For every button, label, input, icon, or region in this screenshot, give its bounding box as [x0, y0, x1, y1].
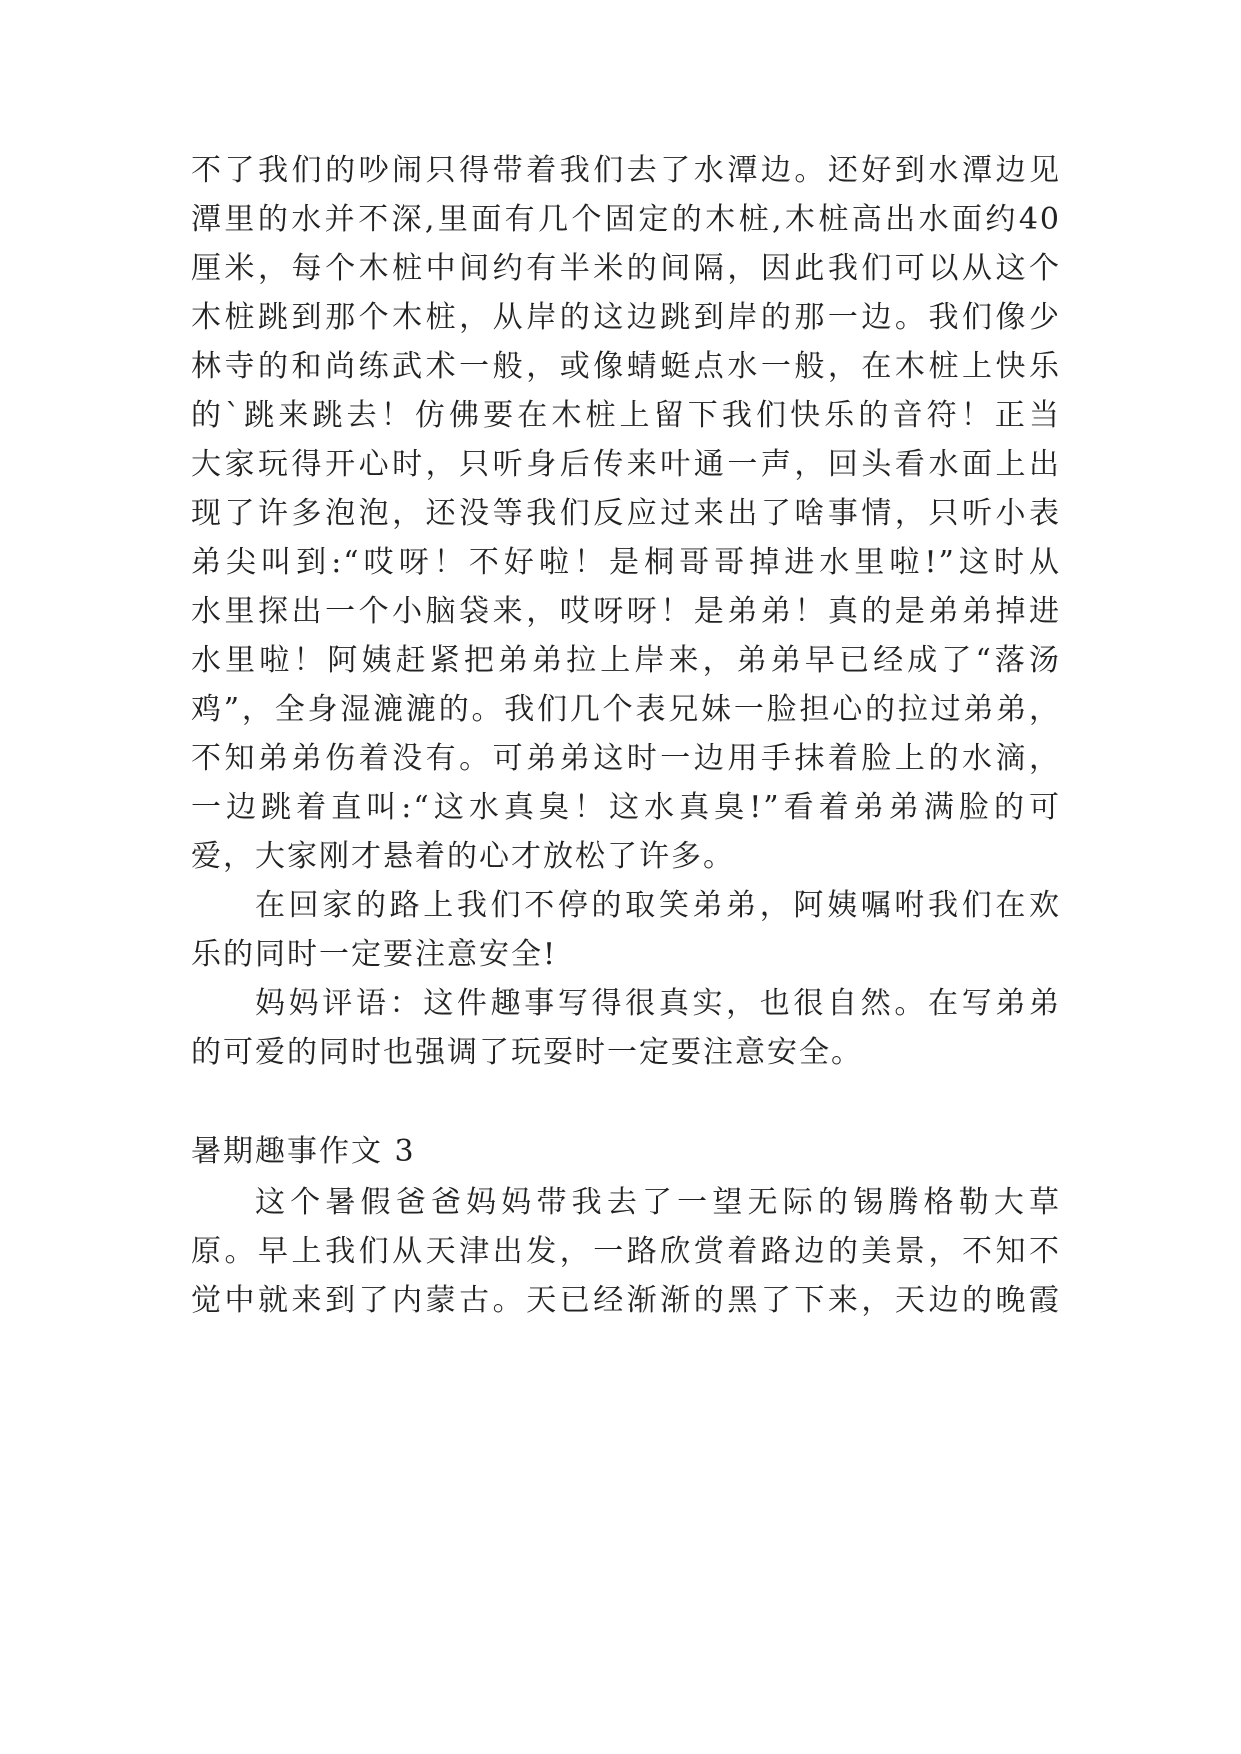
section-heading: 暑期趣事作文 3 [191, 1134, 416, 1169]
text-line: 这个暑假爸爸妈妈带我去了一望无际的锡腾格勒大草 [255, 1185, 1061, 1220]
text-line: 不了我们的吵闹只得带着我们去了水潭边。还好到水潭边见 [191, 153, 1061, 188]
text-line: 爱，大家刚才悬着的心才放松了许多。 [191, 839, 735, 874]
text-line: 厘米，每个木桩中间约有半米的间隔，因此我们可以从这个 [191, 251, 1061, 286]
text-line: 乐的同时一定要注意安全! [191, 937, 558, 972]
text-line: 现了许多泡泡，还没等我们反应过来出了啥事情，只听小表 [191, 496, 1061, 531]
text-line: 水里啦！阿姨赶紧把弟弟拉上岸来，弟弟早已经成了“落汤 [191, 643, 1061, 678]
text-line: 的可爱的同时也强调了玩耍时一定要注意安全。 [191, 1035, 863, 1070]
text-line: 大家玩得开心时，只听身后传来叶通一声，回头看水面上出 [191, 447, 1061, 482]
text-line: 潭里的水并不深,里面有几个固定的木桩,木桩高出水面约40 [191, 202, 1061, 237]
text-line: 的`跳来跳去！仿佛要在木桩上留下我们快乐的音符！正当 [191, 398, 1061, 433]
text-line: 在回家的路上我们不停的取笑弟弟，阿姨嘱咐我们在欢 [255, 888, 1061, 923]
text-line: 不知弟弟伤着没有。可弟弟这时一边用手抹着脸上的水滴， [191, 741, 1061, 776]
text-line: 林寺的和尚练武术一般，或像蜻蜓点水一般，在木桩上快乐 [191, 349, 1061, 384]
text-line: 水里探出一个小脑袋来，哎呀呀！是弟弟！真的是弟弟掉进 [191, 594, 1061, 629]
text-line: 木桩跳到那个木桩，从岸的这边跳到岸的那一边。我们像少 [191, 300, 1061, 335]
text-line: 觉中就来到了内蒙古。天已经渐渐的黑了下来，天边的晚霞 [191, 1283, 1061, 1318]
text-line: 弟尖叫到:“哎呀！不好啦！是桐哥哥掉进水里啦!”这时从 [191, 545, 1061, 580]
text-line: 鸡”，全身湿漉漉的。我们几个表兄妹一脸担心的拉过弟弟， [191, 692, 1061, 727]
text-line: 原。早上我们从天津出发，一路欣赏着路边的美景，不知不 [191, 1234, 1061, 1269]
text-line: 妈妈评语：这件趣事写得很真实，也很自然。在写弟弟 [255, 986, 1061, 1021]
text-line: 一边跳着直叫:“这水真臭！这水真臭!”看着弟弟满脸的可 [191, 790, 1061, 825]
